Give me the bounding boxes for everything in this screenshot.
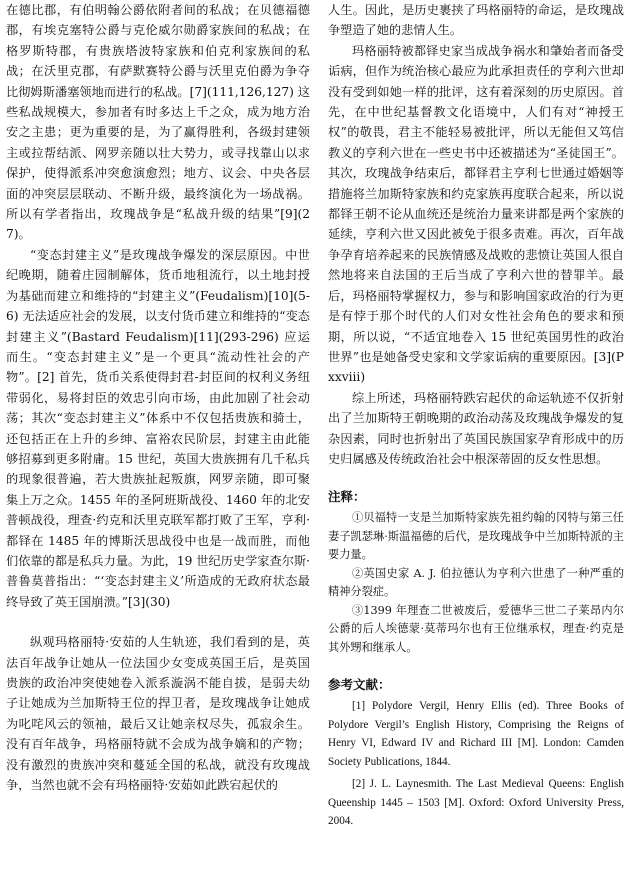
notes-list — [328, 509, 624, 657]
paragraph-historical-reasons: 玛格丽特被都铎史家当成战争祸水和肇始者而备受诟病，但作为统治核心最应为此承担责任的亨利六世却没有受到如她一样的批评，这有着深刻的历史原因。首先，在中世纪基督教文化语境中，人们有对“神授王权”的敬畏，君主不能轻易被批评，所以无能但又笃信教义的亨利六世在一些史书中还被描述为“圣徒国王”。其次，玫瑰战争结束后，都铎君主亨利七世通过婚姻等措施将兰加斯特家族和约克家族再度联合起来，所以说都铎王朝不论从血统还是统治力量来讲都是两个家族的延续，亨利六世又因此被免于很多责难。再次，百年战争孕育培养起来的民族情感及战败的悲愤让英国人很自然地将来自法国的王后当成了亨利六世的替罪羊。最后，玛格丽特掌握权力，参与和影响国家政治的行为更是有悖于那个时代的人们对女性社会角色的要求和预期，所以说，“不适宜地卷入 15 世纪英国男性的政治世界”也是她备受史家和文学家诟病的重要原因。[3](Pxxviii) — [328, 43, 624, 385]
paragraph-private-wars: 在德比郡，有伯明翰公爵依附者间的私战；在贝德福德郡，有埃克塞特公爵与克伦威尔勋爵家族间的私战；在格罗斯特郡，有贵族塔波特家族和伯克利家族间的私战；在沃里克郡，有萨默赛特公爵与沃里克伯爵为争夺比彻姆斯潘塞领地而进行的私战。[7](111,126,127) 这些私战规模大，参加者有时多达上千之众，成为地方治安之主患；更为重要的是，为了赢得胜利，各级封建领主或拉帮结派、网罗亲随以壮大势力，或寻找靠山以求保护，使得派系冲突愈演愈烈；地方、议会、中央各层面的冲突层层联动、不断升级，最终演化为一场战祸。所以有学者指出，玫瑰战争是“私战升级的结果”[9](27)。 — [6, 3, 310, 242]
paragraph-conclusion: 综上所述，玛格丽特跌宕起伏的命运轨迹不仅折射出了兰加斯特王朝晚期的政治动荡及玫瑰战争爆发的复杂因素，同时也折射出了英国民族国家孕育形成中的历史归属感及传统政治社会中根深蒂固的反女性思想。 — [328, 390, 624, 466]
references-list — [328, 697, 624, 831]
note-item: ②英国史家 A. J. 伯拉德认为亨利六世患了一种严重的精神分裂症。 — [328, 566, 624, 599]
right-column — [328, 0, 624, 835]
left-column — [6, 0, 310, 795]
notes-heading: 注释： — [328, 489, 366, 505]
reference-item: [1] Polydore Vergil, Henry Ellis (ed). Three Books of Polydore Vergil’s English History, Comprising the Reigns of Henry VI, Edward IV and Richard III [M]. London: Camden Society Publications, 1844. — [328, 700, 624, 768]
paragraph-margaret-life: 纵观玛格丽特·安茹的人生轨迹，我们看到的是，英法百年战争让她从一位法国少女变成英国王后，是英国贵族的政治冲突使她卷入派系漩涡不能自拔，是弱夫幼子让她成为兰加斯特王位的捍卫者，是玫瑰战争让她成为叱咤风云的领袖，最后又让她亲权尽失，孤寂余生。没有百年战争，玛格丽特就不会成为战争嫡和的产物；没有激烈的贵族冲突和蔓延全国的私战，就没有玫瑰战争，当然也就不会有玛格丽特·安茹如此跌宕起伏的 — [6, 635, 310, 793]
references-heading: 参考文献： — [328, 677, 391, 693]
paragraph-bastard-feudalism: “变态封建主义”是玫瑰战争爆发的深层原因。中世纪晚期，随着庄园制解体，货币地租流行，以土地封授为基础而建立和维持的“封建主义”(Feudalism)[10](5-6) 无法适应社会的发展，以支付货币建立和维持的“变态封建主义”(Bastard Feudalism)[11](293-296) 应运而生。“变态封建主义”是一个更具“流动性社会的产物”。[2] 首先，货币关系使得封君-封臣间的权利义务纽带弱化，易将封臣的效忠引向市场，由此加剧了社会动荡；其次“变态封建主义”体系中不仅包括贵族和骑士，还包括正在上升的乡绅、富裕农民阶层，封建主由此能够招募到更多附庸。15 世纪，英国大贵族拥有几千私兵的现象很普遍，若大贵族扯起叛旗，网罗亲随，即可聚集上万之众。1455 年的圣阿班斯战役、1460 年的北安普顿战役，理查·约克和沃里克联军都打败了王军，亨利·都铎在 1485 年的博斯沃思战役中也是一战而胜，而他们依靠的都是私兵力量。为此，19 世纪历史学家查尔斯·普鲁莫普指出：“‘变态封建主义’所造成的无政府状态最终导致了英王国崩溃。”[3](30) — [6, 247, 310, 609]
note-item: ③1399 年理查二世被废后，爱德华三世二子莱昂内尔公爵的后人埃德蒙·莫蒂玛尔也有王位继承权，理查·约克是其外甥和继承人。 — [328, 603, 624, 654]
paragraph-tragic-life: 人生。因此，是历史裹挟了玛格丽特的命运，是玫瑰战争塑造了她的悲情人生。 — [328, 3, 624, 38]
note-item: ①贝福特一支是兰加斯特家族先祖约翰的冈特与第三任妻子凯瑟琳·斯温福德的后代，是玫瑰战争中兰加斯特派的主要力量。 — [328, 511, 624, 562]
reference-item: [2] J. L. Laynesmith. The Last Medieval Queens: English Queenship 1445 – 1503 [M]. Oxford: Oxford University Press, 2004. — [328, 778, 624, 828]
